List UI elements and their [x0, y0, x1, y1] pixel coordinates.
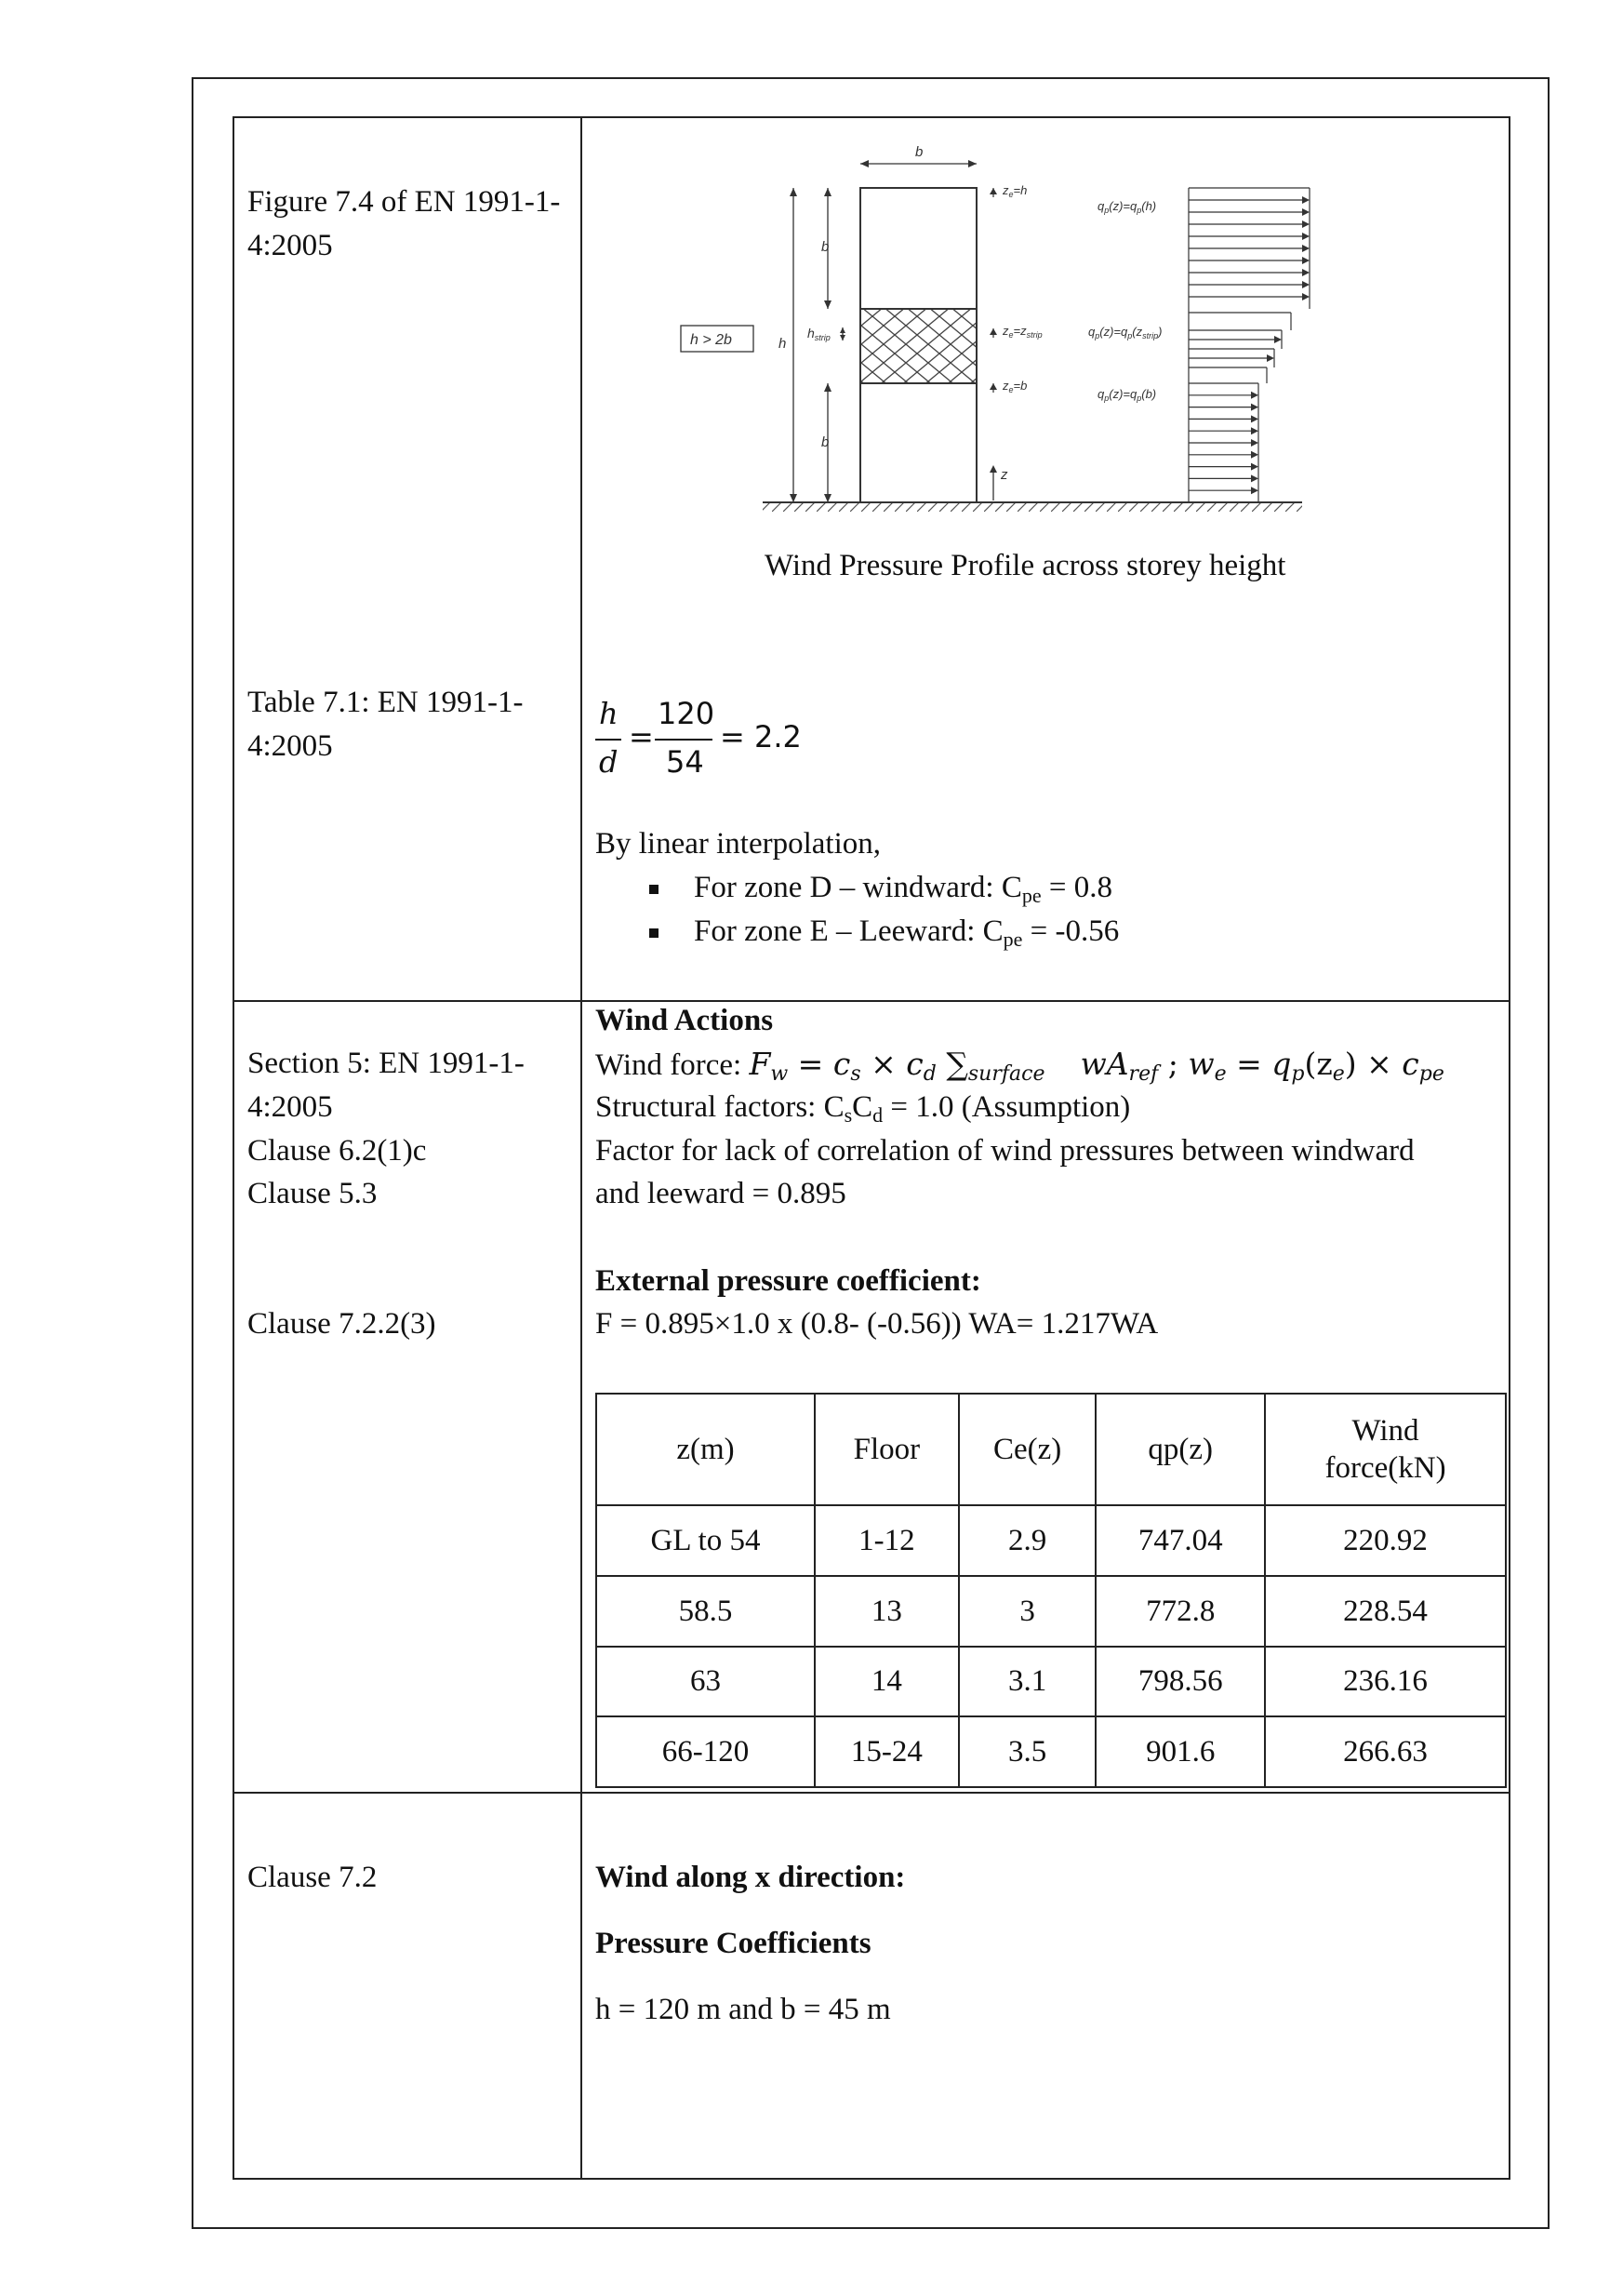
- table-row: [596, 1647, 1506, 1717]
- header-wind-force: [1265, 1394, 1506, 1505]
- table-cell: 63: [596, 1647, 815, 1717]
- table-cell: 220.92: [1265, 1505, 1506, 1576]
- table-cell: 1-12: [815, 1505, 959, 1576]
- we-sym: w: [1188, 1046, 1215, 1082]
- header-floor: Floor: [815, 1394, 959, 1505]
- fig-qp-h-end: (h): [1141, 199, 1157, 213]
- fig-h-label: h: [778, 336, 787, 352]
- wind-x-heading: Wind along x direction:: [595, 1861, 906, 1894]
- external-pressure-heading: External pressure coefficient:: [595, 1264, 981, 1298]
- fig-ze-strip-rest: =z: [1013, 324, 1027, 338]
- eq2-sym: =: [1226, 1046, 1272, 1082]
- struct-s: s: [844, 1103, 853, 1127]
- table-cell: 14: [815, 1647, 959, 1717]
- table-cell: GL to 54: [596, 1505, 815, 1576]
- zone-d-coefficient: [694, 866, 1112, 910]
- table-cell: 3.1: [959, 1647, 1097, 1717]
- header-ce: Ce(z): [959, 1394, 1097, 1505]
- svg-text:ze=b: [1002, 379, 1027, 394]
- wa-sym: wA: [1080, 1046, 1129, 1082]
- wind-force-formula: [595, 1042, 1444, 1088]
- table-cell: 901.6: [1096, 1716, 1265, 1787]
- table-cell: 266.63: [1265, 1716, 1506, 1787]
- correlation-factor-line-2: and leeward = 0.895: [595, 1177, 846, 1210]
- fig-ze-b-rest: =b: [1013, 379, 1028, 393]
- f-sym: F: [749, 1046, 771, 1082]
- fig-qp-h-rest: (z)=q: [1109, 199, 1137, 213]
- times2-sym: ×: [1356, 1046, 1403, 1082]
- cpe-sub: pe: [1418, 1062, 1444, 1086]
- fig-qp-h-sub2: p: [1137, 206, 1142, 215]
- table-cell: 228.54: [1265, 1576, 1506, 1647]
- fig-qp-b-sub2: p: [1137, 394, 1142, 403]
- table-row: [596, 1576, 1506, 1647]
- fig-b-lower: b: [821, 434, 830, 450]
- fig-qp-strip-sub2: p: [1127, 331, 1133, 340]
- header-z: z(m): [596, 1394, 815, 1505]
- header-wind-force-2: force(kN): [1324, 1451, 1446, 1485]
- structural-factors: [595, 1086, 1130, 1129]
- struct-a: Structural factors: C: [595, 1090, 845, 1124]
- zone-e-coefficient: [694, 910, 1119, 954]
- zone-e-val: = -0.56: [1022, 914, 1120, 948]
- fig-z-axis: z: [1001, 467, 1008, 483]
- struct-b: = 1.0 (Assumption): [883, 1090, 1131, 1124]
- wind-force-table: [595, 1393, 1507, 1788]
- bullet-icon: [649, 928, 659, 938]
- qp-sub: p: [1291, 1062, 1305, 1086]
- fig-ze-b: z: [1003, 379, 1009, 393]
- table-row: [596, 1716, 1506, 1787]
- fig-ze-h-rest: =h: [1013, 183, 1028, 197]
- fig-hstrip: h: [807, 326, 815, 340]
- struct-c: C: [852, 1090, 873, 1124]
- fig-hstrip-sub: strip: [814, 333, 831, 342]
- table-cell: 58.5: [596, 1576, 815, 1647]
- fig-qp-strip-sub3: strip: [1142, 331, 1159, 340]
- zone-e-sub: pe: [1003, 928, 1023, 951]
- eq-sym: =: [788, 1046, 833, 1082]
- header-wind-force-1: Wind: [1351, 1414, 1419, 1448]
- fig-ze-h-sub: e: [1008, 190, 1014, 199]
- ref-clause-7-2: Clause 7.2: [247, 1861, 378, 1894]
- svg-text:qp(z)=qp(h): [1098, 199, 1156, 215]
- table-cell: 3.5: [959, 1716, 1097, 1787]
- table-header-row: [596, 1394, 1506, 1505]
- ref-section-5: Section 5: EN 1991-1-4:2005: [247, 1047, 525, 1124]
- table-cell: 2.9: [959, 1505, 1097, 1576]
- fig-ze-strip: z: [1003, 324, 1009, 338]
- ratio-den: 54: [666, 744, 704, 780]
- fig-ze-b-sub: e: [1008, 385, 1014, 394]
- cd-sym: c: [906, 1046, 924, 1082]
- fig-qp-b-end: (b): [1141, 387, 1157, 401]
- qp-open: (z: [1304, 1046, 1333, 1082]
- correlation-factor-line-1: Factor for lack of correlation of wind pressures between windward: [595, 1134, 1415, 1168]
- ratio-d: d: [599, 744, 619, 780]
- ref-table-7-1: Table 7.1: EN 1991-1-4:2005: [247, 686, 524, 763]
- ref-clause-5-3: Clause 5.3: [247, 1177, 378, 1210]
- fig-qp-strip-sub: p: [1095, 331, 1100, 340]
- ref-clause-6-2: Clause 6.2(1)c: [247, 1134, 427, 1168]
- zone-e-text: For zone E – Leeward: C: [694, 914, 1004, 948]
- wind-actions-heading: Wind Actions: [595, 1004, 774, 1037]
- qp-close: ): [1344, 1046, 1357, 1082]
- semi-sym: ;: [1158, 1046, 1189, 1082]
- fig-qp-strip-rest: (z)=q: [1099, 325, 1128, 339]
- interp-intro: By linear interpolation,: [595, 827, 882, 861]
- cpe-sym: c: [1402, 1046, 1419, 1082]
- pressure-coefficients-heading: Pressure Coefficients: [595, 1927, 871, 1960]
- times-sym: ×: [860, 1046, 907, 1082]
- table-cell: 66-120: [596, 1716, 815, 1787]
- ref-clause-7-2-2: Clause 7.2.2(3): [247, 1307, 436, 1341]
- svg-text:ze=zstrip: [1002, 324, 1043, 340]
- fig-b-upper: b: [821, 239, 830, 255]
- ratio-num: 120: [658, 696, 715, 731]
- row-divider-2: [233, 1792, 1510, 1794]
- fig-qp-strip: q: [1088, 325, 1096, 339]
- we-sub: e: [1214, 1062, 1227, 1086]
- external-pressure-equation: F = 0.895×1.0 x (0.8- (-0.56)) WA= 1.217WA: [595, 1307, 1159, 1341]
- fig-qp-strip-mid: (z: [1132, 325, 1143, 339]
- ratio-h: h: [599, 696, 619, 731]
- dimensions-text: h = 120 m and b = 45 m: [595, 1993, 891, 2026]
- sum-sym: ∑: [936, 1046, 968, 1082]
- fig-qp-strip-end: ): [1158, 325, 1163, 339]
- column-divider: [580, 116, 582, 2180]
- table-cell: 13: [815, 1576, 959, 1647]
- ratio-result: = 2.2: [720, 719, 802, 754]
- qp-sym: q: [1271, 1046, 1292, 1082]
- cd-sub: d: [923, 1062, 937, 1086]
- fig-qp-h: q: [1098, 199, 1105, 213]
- ref-figure-7-4: Figure 7.4 of EN 1991-1-4:2005: [247, 185, 561, 262]
- fig-ze-strip-sub: e: [1008, 330, 1014, 340]
- zone-d-text: For zone D – windward: C: [694, 871, 1022, 904]
- fig-condition: h > 2b: [690, 332, 732, 348]
- pressure-profile-arrows: [1189, 188, 1310, 502]
- svg-text:qp(z)=qp(b): [1098, 387, 1156, 403]
- wa-sub: ref: [1128, 1062, 1159, 1086]
- fig-ze-strip-sub2: strip: [1026, 330, 1043, 340]
- row-divider-1: [233, 1000, 1510, 1002]
- cs-sub: s: [850, 1062, 861, 1086]
- qp-arg-sub: e: [1332, 1062, 1345, 1086]
- zone-d-sub: pe: [1021, 884, 1042, 907]
- sum-sub: surface: [967, 1062, 1045, 1086]
- header-qp: qp(z): [1096, 1394, 1265, 1505]
- svg-text:qp(z)=qp(zstrip): [1088, 325, 1162, 340]
- fig-ze-h: z: [1003, 183, 1009, 197]
- table-cell: 236.16: [1265, 1647, 1506, 1717]
- svg-text:ze=h: [1002, 183, 1027, 199]
- zone-d-val: = 0.8: [1041, 871, 1113, 904]
- struct-d: d: [872, 1103, 884, 1127]
- ratio-formula: [595, 696, 967, 789]
- table-cell: 772.8: [1096, 1576, 1265, 1647]
- cs-sym: c: [832, 1046, 851, 1082]
- fig-qp-h-sub: p: [1104, 206, 1110, 215]
- f-sub: w: [770, 1062, 789, 1086]
- wind-force-label: Wind force:: [595, 1048, 750, 1082]
- fig-qp-b-sub: p: [1104, 394, 1110, 403]
- fig-qp-b-rest: (z)=q: [1109, 387, 1137, 401]
- fig-b-top: b: [915, 144, 924, 160]
- table-cell: 798.56: [1096, 1647, 1265, 1717]
- fig-qp-b: q: [1098, 387, 1105, 401]
- wind-pressure-profile-figure: [660, 140, 1330, 521]
- table-cell: 747.04: [1096, 1505, 1265, 1576]
- table-cell: 3: [959, 1576, 1097, 1647]
- svg-text:hstrip: [807, 326, 831, 342]
- figure-caption: Wind Pressure Profile across storey height: [765, 549, 1286, 582]
- ratio-eq1: =: [629, 719, 654, 754]
- table-cell: 15-24: [815, 1716, 959, 1787]
- table-row: [596, 1505, 1506, 1576]
- bullet-icon: [649, 885, 659, 894]
